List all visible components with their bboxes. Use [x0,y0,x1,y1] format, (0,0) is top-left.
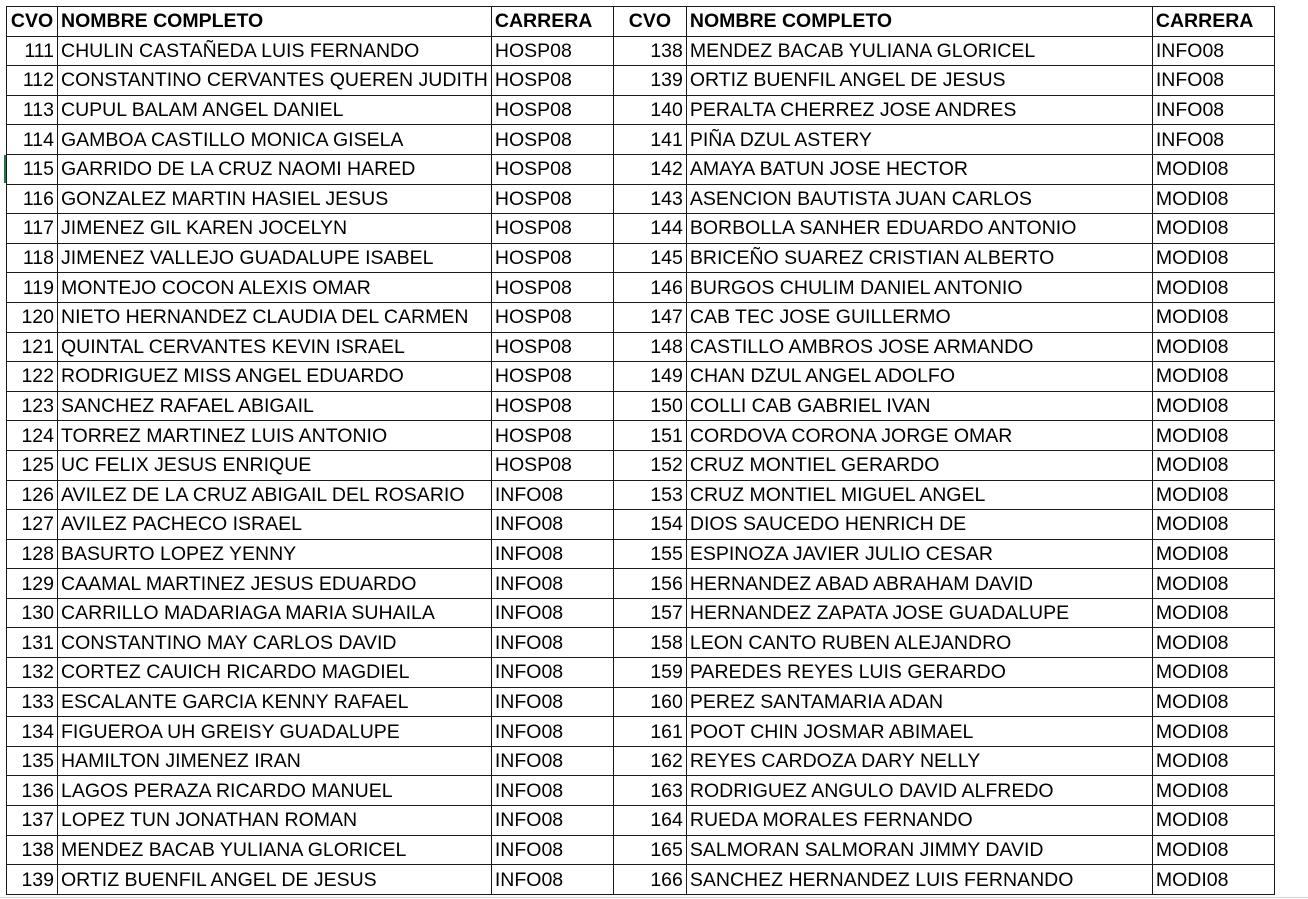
table-row [7,66,1275,96]
table-row [7,243,1275,273]
cell-cvo-left[interactable]: 129 [7,569,58,599]
cell-nombre-right[interactable]: ASENCION BAUTISTA JUAN CARLOS [686,184,1152,214]
cell-nombre-right[interactable]: CORDOVA CORONA JORGE OMAR [686,421,1152,451]
table-row [7,835,1275,865]
cell-carrera-right[interactable]: MODI08 [1152,243,1274,273]
cell-cvo-right[interactable]: 148 [613,332,686,362]
cell-carrera-right[interactable]: MODI08 [1152,480,1274,510]
header-row [7,7,1275,37]
cell-nombre-right[interactable]: HERNANDEZ ZAPATA JOSE GUADALUPE [686,598,1152,628]
cell-nombre-right[interactable]: MENDEZ BACAB YULIANA GLORICEL [686,36,1152,66]
cell-nombre-right[interactable]: ORTIZ BUENFIL ANGEL DE JESUS [686,66,1152,96]
cell-carrera-left[interactable]: INFO08 [491,806,613,836]
cell-nombre-left[interactable]: TORREZ MARTINEZ LUIS ANTONIO [58,421,492,451]
cell-carrera-right[interactable]: MODI08 [1152,717,1274,747]
table-row [7,717,1275,747]
cell-nombre-left[interactable]: LOPEZ TUN JONATHAN ROMAN [58,806,492,836]
table-row [7,865,1275,895]
header-nombre-right[interactable]: NOMBRE COMPLETO [686,7,1152,37]
table-row [7,598,1275,628]
cell-nombre-right[interactable]: CHAN DZUL ANGEL ADOLFO [686,362,1152,392]
cell-nombre-left[interactable]: GARRIDO DE LA CRUZ NAOMI HARED [58,154,492,184]
student-roster-table [6,6,1275,895]
header-carrera-right[interactable]: CARRERA [1152,7,1274,37]
table-row [7,687,1275,717]
cell-nombre-left[interactable]: CONSTANTINO CERVANTES QUEREN JUDITH [58,66,492,96]
table-row [7,776,1275,806]
table-row [7,746,1275,776]
cell-carrera-right[interactable]: INFO08 [1152,66,1274,96]
cell-cvo-right[interactable]: 157 [613,598,686,628]
cell-nombre-right[interactable]: DIOS SAUCEDO HENRICH DE [686,510,1152,540]
cell-nombre-right[interactable]: BORBOLLA SANHER EDUARDO ANTONIO [686,214,1152,244]
cell-nombre-right[interactable]: ESPINOZA JAVIER JULIO CESAR [686,539,1152,569]
cell-carrera-right[interactable]: MODI08 [1152,746,1274,776]
cell-cvo-right[interactable]: 144 [613,214,686,244]
cell-cvo-left[interactable]: 130 [7,598,58,628]
table-row [7,450,1275,480]
cell-cvo-left[interactable]: 139 [7,865,58,895]
cell-nombre-left[interactable]: HAMILTON JIMENEZ IRAN [58,746,492,776]
cell-cvo-right[interactable]: 160 [613,687,686,717]
cell-cvo-right[interactable]: 142 [613,154,686,184]
cell-nombre-left[interactable]: AVILEZ PACHECO ISRAEL [58,510,492,540]
cell-carrera-right[interactable]: MODI08 [1152,835,1274,865]
cell-nombre-right[interactable]: PAREDES REYES LUIS GERARDO [686,658,1152,688]
cell-carrera-left[interactable]: INFO08 [491,598,613,628]
cell-nombre-right[interactable]: RUEDA MORALES FERNANDO [686,806,1152,836]
cell-cvo-left[interactable]: 117 [7,214,58,244]
cell-cvo-right[interactable]: 140 [613,95,686,125]
table-row [7,362,1275,392]
cell-nombre-left[interactable]: CONSTANTINO MAY CARLOS DAVID [58,628,492,658]
cell-carrera-left[interactable]: HOSP08 [491,243,613,273]
table-row [7,125,1275,155]
cell-nombre-right[interactable]: LEON CANTO RUBEN ALEJANDRO [686,628,1152,658]
table-row [7,36,1275,66]
cell-cvo-right[interactable]: 159 [613,658,686,688]
cell-nombre-right[interactable]: SALMORAN SALMORAN JIMMY DAVID [686,835,1152,865]
cell-cvo-left[interactable]: 123 [7,391,58,421]
sheet-bottom-border [0,897,1308,898]
cell-carrera-left[interactable]: HOSP08 [491,184,613,214]
cell-cvo-left[interactable]: 121 [7,332,58,362]
cell-nombre-right[interactable]: BURGOS CHULIM DANIEL ANTONIO [686,273,1152,303]
cell-cvo-left[interactable]: 133 [7,687,58,717]
cell-cvo-left[interactable]: 131 [7,628,58,658]
cell-nombre-left[interactable]: UC FELIX JESUS ENRIQUE [58,450,492,480]
table-row [7,569,1275,599]
cell-carrera-right[interactable]: MODI08 [1152,421,1274,451]
cell-carrera-right[interactable]: MODI08 [1152,569,1274,599]
cell-cvo-left[interactable]: 114 [7,125,58,155]
cell-carrera-left[interactable]: HOSP08 [491,125,613,155]
cell-cvo-right[interactable]: 158 [613,628,686,658]
cell-cvo-left[interactable]: 127 [7,510,58,540]
cell-carrera-left[interactable]: INFO08 [491,539,613,569]
cell-nombre-left[interactable]: FIGUEROA UH GREISY GUADALUPE [58,717,492,747]
cell-cvo-left[interactable]: 112 [7,66,58,96]
cell-nombre-left[interactable]: AVILEZ DE LA CRUZ ABIGAIL DEL ROSARIO [58,480,492,510]
cell-nombre-right[interactable]: CASTILLO AMBROS JOSE ARMANDO [686,332,1152,362]
sheet-edge [1302,0,1308,899]
cell-cvo-left[interactable]: 115 [7,154,58,184]
cell-cvo-right[interactable]: 152 [613,450,686,480]
cell-cvo-right[interactable]: 154 [613,510,686,540]
cell-carrera-left[interactable]: HOSP08 [491,332,613,362]
cell-cvo-right[interactable]: 139 [613,66,686,96]
cell-carrera-left[interactable]: INFO08 [491,658,613,688]
header-carrera-left[interactable]: CARRERA [491,7,613,37]
cell-nombre-left[interactable]: RODRIGUEZ MISS ANGEL EDUARDO [58,362,492,392]
cell-carrera-left[interactable]: HOSP08 [491,214,613,244]
table-row [7,391,1275,421]
cell-carrera-left[interactable]: HOSP08 [491,391,613,421]
cell-cvo-left[interactable]: 132 [7,658,58,688]
cell-carrera-left[interactable]: HOSP08 [491,95,613,125]
cell-cvo-right[interactable]: 145 [613,243,686,273]
cell-carrera-left[interactable]: HOSP08 [491,302,613,332]
cell-carrera-right[interactable]: MODI08 [1152,154,1274,184]
cell-carrera-left[interactable]: INFO08 [491,480,613,510]
cell-carrera-left[interactable]: HOSP08 [491,154,613,184]
cell-carrera-right[interactable]: MODI08 [1152,332,1274,362]
cell-nombre-right[interactable]: REYES CARDOZA DARY NELLY [686,746,1152,776]
cell-carrera-right[interactable]: MODI08 [1152,598,1274,628]
cell-carrera-left[interactable]: HOSP08 [491,36,613,66]
cell-cvo-right[interactable]: 147 [613,302,686,332]
cell-carrera-left[interactable]: HOSP08 [491,362,613,392]
cell-nombre-left[interactable]: JIMENEZ GIL KAREN JOCELYN [58,214,492,244]
cell-carrera-right[interactable]: MODI08 [1152,539,1274,569]
cell-carrera-right[interactable]: MODI08 [1152,273,1274,303]
cell-cvo-right[interactable]: 143 [613,184,686,214]
table-row [7,154,1275,184]
cell-carrera-right[interactable]: MODI08 [1152,687,1274,717]
cell-cvo-left[interactable]: 119 [7,273,58,303]
cell-carrera-left[interactable]: INFO08 [491,687,613,717]
cell-nombre-left[interactable]: MENDEZ BACAB YULIANA GLORICEL [58,835,492,865]
cell-carrera-right[interactable]: MODI08 [1152,776,1274,806]
table-row [7,658,1275,688]
table-row [7,628,1275,658]
cell-nombre-left[interactable]: MONTEJO COCON ALEXIS OMAR [58,273,492,303]
cell-cvo-right[interactable]: 161 [613,717,686,747]
table-row [7,214,1275,244]
table-row [7,480,1275,510]
cell-cvo-right[interactable]: 163 [613,776,686,806]
cell-carrera-left[interactable]: INFO08 [491,776,613,806]
cell-nombre-left[interactable]: CARRILLO MADARIAGA MARIA SUHAILA [58,598,492,628]
cell-carrera-right[interactable]: MODI08 [1152,628,1274,658]
cell-cvo-right[interactable]: 162 [613,746,686,776]
cell-carrera-left[interactable]: HOSP08 [491,421,613,451]
cell-cvo-right[interactable]: 156 [613,569,686,599]
cell-carrera-left[interactable]: INFO08 [491,628,613,658]
cell-carrera-right[interactable]: MODI08 [1152,806,1274,836]
cell-cvo-left[interactable]: 118 [7,243,58,273]
cell-nombre-right[interactable]: SANCHEZ HERNANDEZ LUIS FERNANDO [686,865,1152,895]
cell-nombre-left[interactable]: NIETO HERNANDEZ CLAUDIA DEL CARMEN [58,302,492,332]
cell-carrera-right[interactable]: MODI08 [1152,658,1274,688]
cell-nombre-left[interactable]: CHULIN CASTAÑEDA LUIS FERNANDO [58,36,492,66]
table-row [7,332,1275,362]
cell-nombre-left[interactable]: CAAMAL MARTINEZ JESUS EDUARDO [58,569,492,599]
cell-cvo-left[interactable]: 138 [7,835,58,865]
cell-carrera-right[interactable]: INFO08 [1152,95,1274,125]
header-cvo-right[interactable]: CVO [613,7,686,37]
cell-nombre-right[interactable]: CAB TEC JOSE GUILLERMO [686,302,1152,332]
cell-nombre-left[interactable]: CORTEZ CAUICH RICARDO MAGDIEL [58,658,492,688]
cell-nombre-right[interactable]: CRUZ MONTIEL MIGUEL ANGEL [686,480,1152,510]
cell-carrera-right[interactable]: MODI08 [1152,184,1274,214]
cell-carrera-right[interactable]: MODI08 [1152,391,1274,421]
table-row [7,539,1275,569]
cell-cvo-right[interactable]: 165 [613,835,686,865]
cell-carrera-left[interactable]: HOSP08 [491,450,613,480]
cell-nombre-left[interactable]: CUPUL BALAM ANGEL DANIEL [58,95,492,125]
cell-nombre-right[interactable]: PIÑA DZUL ASTERY [686,125,1152,155]
cell-nombre-right[interactable]: POOT CHIN JOSMAR ABIMAEL [686,717,1152,747]
table-row [7,302,1275,332]
cell-cvo-left[interactable]: 124 [7,421,58,451]
header-nombre-left[interactable]: NOMBRE COMPLETO [58,7,492,37]
cell-cvo-left[interactable]: 135 [7,746,58,776]
cell-nombre-right[interactable]: PEREZ SANTAMARIA ADAN [686,687,1152,717]
cell-carrera-left[interactable]: INFO08 [491,717,613,747]
table-row [7,273,1275,303]
cell-nombre-right[interactable]: AMAYA BATUN JOSE HECTOR [686,154,1152,184]
cell-nombre-left[interactable]: ORTIZ BUENFIL ANGEL DE JESUS [58,865,492,895]
cell-cvo-right[interactable]: 150 [613,391,686,421]
cell-carrera-left[interactable]: HOSP08 [491,66,613,96]
cell-carrera-right[interactable]: MODI08 [1152,362,1274,392]
cell-nombre-right[interactable]: BRICEÑO SUAREZ CRISTIAN ALBERTO [686,243,1152,273]
cell-carrera-left[interactable]: INFO08 [491,865,613,895]
table-row [7,421,1275,451]
table-row [7,95,1275,125]
cell-carrera-right[interactable]: INFO08 [1152,125,1274,155]
cell-nombre-left[interactable]: LAGOS PERAZA RICARDO MANUEL [58,776,492,806]
cell-cvo-left[interactable]: 120 [7,302,58,332]
cell-cvo-right[interactable]: 153 [613,480,686,510]
cell-carrera-left[interactable]: INFO08 [491,835,613,865]
cell-cvo-left[interactable]: 137 [7,806,58,836]
cell-cvo-right[interactable]: 149 [613,362,686,392]
cell-cvo-left[interactable]: 111 [7,36,58,66]
table-row [7,806,1275,836]
cell-nombre-left[interactable]: SANCHEZ RAFAEL ABIGAIL [58,391,492,421]
cell-nombre-right[interactable]: PERALTA CHERREZ JOSE ANDRES [686,95,1152,125]
cell-cvo-right[interactable]: 155 [613,539,686,569]
cell-nombre-left[interactable]: ESCALANTE GARCIA KENNY RAFAEL [58,687,492,717]
header-cvo-left[interactable]: CVO [7,7,58,37]
cell-carrera-right[interactable]: MODI08 [1152,302,1274,332]
cell-cvo-right[interactable]: 166 [613,865,686,895]
cell-nombre-right[interactable]: COLLI CAB GABRIEL IVAN [686,391,1152,421]
cell-cvo-right[interactable]: 164 [613,806,686,836]
cell-nombre-left[interactable]: BASURTO LOPEZ YENNY [58,539,492,569]
cell-nombre-right[interactable]: CRUZ MONTIEL GERARDO [686,450,1152,480]
cell-cvo-left[interactable]: 126 [7,480,58,510]
cell-nombre-left[interactable]: JIMENEZ VALLEJO GUADALUPE ISABEL [58,243,492,273]
cell-cvo-left[interactable]: 136 [7,776,58,806]
table-row [7,510,1275,540]
cell-nombre-right[interactable]: HERNANDEZ ABAD ABRAHAM DAVID [686,569,1152,599]
cell-cvo-left[interactable]: 113 [7,95,58,125]
cell-carrera-left[interactable]: HOSP08 [491,273,613,303]
cell-carrera-left[interactable]: INFO08 [491,510,613,540]
cell-nombre-left[interactable]: GAMBOA CASTILLO MONICA GISELA [58,125,492,155]
active-cell-marker [4,155,6,183]
cell-nombre-right[interactable]: RODRIGUEZ ANGULO DAVID ALFREDO [686,776,1152,806]
cell-carrera-right[interactable]: INFO08 [1152,36,1274,66]
cell-carrera-right[interactable]: MODI08 [1152,865,1274,895]
cell-cvo-left[interactable]: 125 [7,450,58,480]
table-row [7,184,1275,214]
cell-cvo-right[interactable]: 141 [613,125,686,155]
cell-cvo-right[interactable]: 138 [613,36,686,66]
cell-nombre-left[interactable]: GONZALEZ MARTIN HASIEL JESUS [58,184,492,214]
cell-carrera-right[interactable]: MODI08 [1152,214,1274,244]
cell-cvo-right[interactable]: 151 [613,421,686,451]
cell-carrera-left[interactable]: INFO08 [491,569,613,599]
cell-cvo-left[interactable]: 128 [7,539,58,569]
cell-carrera-left[interactable]: INFO08 [491,746,613,776]
cell-cvo-left[interactable]: 116 [7,184,58,214]
cell-carrera-right[interactable]: MODI08 [1152,450,1274,480]
cell-cvo-right[interactable]: 146 [613,273,686,303]
cell-nombre-left[interactable]: QUINTAL CERVANTES KEVIN ISRAEL [58,332,492,362]
cell-cvo-left[interactable]: 122 [7,362,58,392]
cell-cvo-left[interactable]: 134 [7,717,58,747]
cell-carrera-right[interactable]: MODI08 [1152,510,1274,540]
